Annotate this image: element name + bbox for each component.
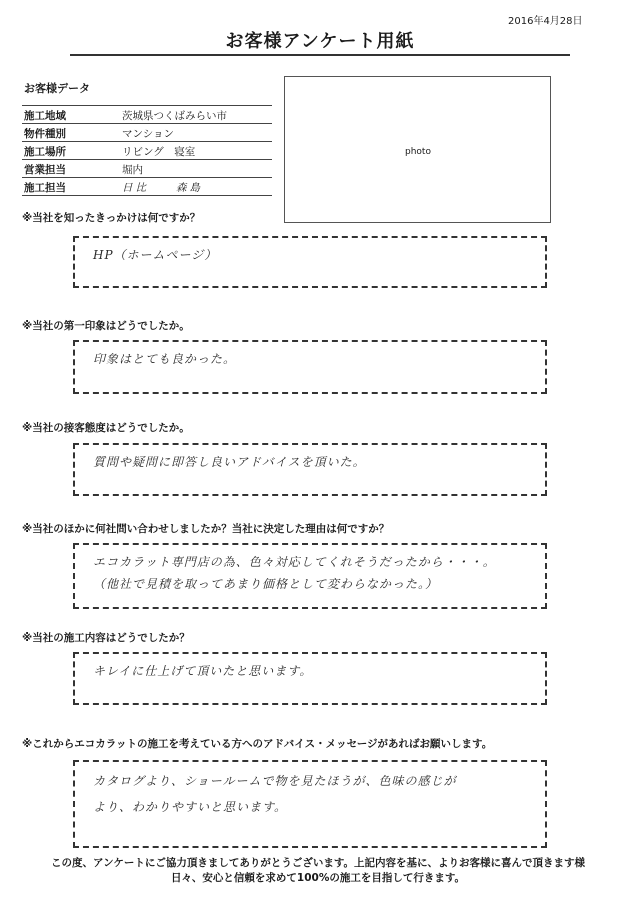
answer-line: 質問や疑問に即答し良いアドバイスを頂いた。 (93, 455, 366, 469)
customer-row-label: 施工地域 (24, 110, 66, 122)
answer-box-service-attitude (73, 443, 547, 496)
footer-line: 日々、安心と信頼を求めて100%の施工を目指して行きます。 (170, 872, 466, 884)
title-underline (70, 54, 570, 56)
answer-line: （他社で見積を取ってあまり価格として変わらなかった。） (93, 577, 439, 591)
customer-row-label: 営業担当 (24, 164, 66, 176)
survey-date: 2016年4月28日 (508, 16, 583, 27)
footer-line: この度、アンケートにご協力頂きましてありがとうございます。上記内容を基に、よりお客様に喜んで頂きます様 (50, 857, 586, 869)
customer-row-area (22, 105, 272, 124)
customer-row-label: 物件種別 (24, 128, 66, 140)
customer-row-sales-rep (22, 160, 272, 178)
customer-row-value: リビング 寝室 (122, 146, 196, 158)
answer-box-other-companies (73, 543, 547, 609)
answer-line: エコカラット専門店の為、色々対応してくれそうだったから・・・。 (93, 555, 496, 569)
title-wrap (70, 27, 570, 53)
answer-box-how-found (73, 236, 547, 288)
answer-box-advice (73, 760, 547, 848)
question-advice: ※これからエコカラットの施工を考えている方へのアドバイス・メッセージがあればお願いします。 (22, 738, 493, 750)
answer-line: より、わかりやすいと思います。 (93, 800, 288, 814)
question-other-companies: ※当社のほかに何社問い合わせしましたか？当社に決定した理由は何ですか？ (22, 523, 390, 535)
answer-box-first-impression (73, 340, 547, 394)
question-how-found: ※当社を知ったきっかけは何ですか？ (22, 212, 201, 224)
customer-row-location (22, 142, 272, 160)
customer-data-table (22, 105, 272, 196)
customer-data-heading: お客様データ (24, 82, 90, 95)
answer-line: 印象はとても良かった。 (93, 352, 237, 366)
question-first-impression: ※当社の第一印象はどうでしたか。 (22, 320, 190, 332)
photo-placeholder (284, 76, 551, 223)
page-title: お客様アンケート用紙 (225, 31, 415, 52)
customer-row-installer (22, 178, 272, 196)
question-work-quality: ※当社の施工内容はどうでしたか？ (22, 632, 190, 644)
customer-row-property-type (22, 124, 272, 142)
customer-row-label: 施工担当 (24, 182, 66, 194)
answer-line: カタログより、ショールームで物を見たほうが、色味の感じが (93, 774, 457, 788)
customer-row-value: 日比 森島 (122, 182, 203, 194)
customer-row-value: 堀内 (122, 164, 143, 176)
answer-box-work-quality (73, 652, 547, 705)
photo-label: photo (405, 147, 431, 157)
answer-line: HP（ホームページ） (93, 248, 218, 262)
customer-row-value: マンション (122, 128, 175, 140)
customer-row-value: 茨城県つくばみらい市 (122, 110, 227, 122)
question-service-attitude: ※当社の接客態度はどうでしたか。 (22, 422, 190, 434)
answer-line: キレイに仕上げて頂いたと思います。 (93, 664, 313, 678)
customer-row-label: 施工場所 (24, 146, 66, 158)
